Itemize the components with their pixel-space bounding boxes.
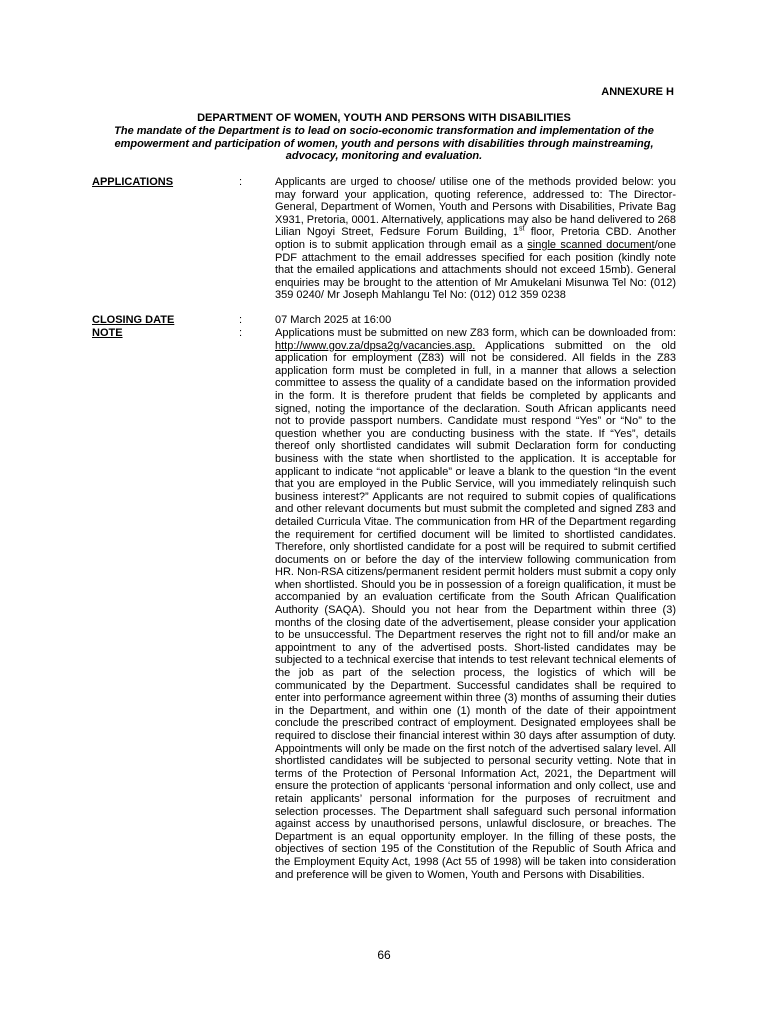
z83-download-link[interactable]: http://www.gov.za/dpsa2g/vacancies.asp.	[275, 339, 476, 352]
note-section	[92, 327, 676, 881]
floor-ordinal-superscript: st	[519, 225, 525, 233]
mandate-statement: The mandate of the Department is to lead on socio-economic transformation and implementation of the empowerment and participation of women, youth and persons with disabilities through mainstreaming, advocacy, monitoring and evaluation.	[114, 125, 654, 162]
page-number: 66	[377, 948, 391, 962]
note-text-part2: Applications submitted on the old application for employment (Z83) will not be considered. All fields in the Z83 application form must be completed in full, in a manner that allows a selection committee to assess the quality of a candidate based on the information provided in the form. It is therefore prudent that fields be completed by applicants and signed, noting the importance of the declaration. South African applicants need not to provide passport numbers. Candidate must respond “Yes” or “No” to the question whether you are conducting business with the state. If “Yes”, details thereof only shortlisted candidates will submit Declaration form for conducting business with the state when shortlisted to the application. It is acceptable for applicant to indicate “not applicable” or leave a blank to the question “In the event that you are employed in the Public Service, will you immediately relinquish such business interest?” Applicants are not required to submit copies of qualifications and other relevant documents but must submit the completed and signed Z83 and detailed Curricula Vitae. The communication from HR of the Department regarding the requirement for certified document will be limited to shortlisted candidates. Therefore, only shortlisted candidate for a post will be required to submit certified documents on or before the day of the interview following communication from HR. Non-RSA citizens/permanent resident permit holders must submit a copy only when shortlisted. Should you be in possession of a foreign qualification, it must be accompanied by an evaluation certificate from the South African Qualification Authority (SAQA). Should you not hear from the Department within three (3) months of the closing date of the advertisement, please consider your application to be unsuccessful. The Department reserves the right not to fill and/or make an appointment to any of the advertised posts. Short-listed candidates may be subjected to a technical exercise that intends to test relevant technical elements of the job as part of the selection process, the logistics of which will be communicated by the Department. Successful candidates shall be required to enter into performance agreement within three (3) months of assuming their duties in the Department, and within one (1) month of the date of their appointment conclude the prescribed contract of employment. Designated employees shall be required to disclose their financial interest within 30 days after assumption of duty. Appointments will only be made on the first notch of the advertised salary level. All shortlisted candidates will be subjected to personal security vetting. Note that in terms of the Protection of Personal Information Act, 2021, the Department will ensure the protection of applicants ‘personal information and only collect, use and retain applicants’ personal information for the purposes of recruitment and selection processes. The Department shall safeguard such personal information against access by unauthorised persons, unlawful disclosure, or breaches. The Department is an equal opportunity employer. In the filling of these posts, the objectives of section 195 of the Constitution of the Republic of South Africa and the Employment Equity Act, 1998 (Act 55 of 1998) will be taken into consideration and preference will be given to Women, Youth and Persons with Disabilities.	[275, 339, 676, 881]
applications-text	[275, 176, 676, 302]
closing-date-value: 07 March 2025 at 16:00	[275, 314, 392, 326]
applications-text-part2: floor, Pretoria CBD. Another option is to submit application through email as a	[275, 226, 676, 251]
department-title: DEPARTMENT OF WOMEN, YOUTH AND PERSONS WITH DISABILITIES	[197, 112, 571, 124]
applications-label: APPLICATIONS	[92, 176, 174, 188]
applications-colon: :	[239, 176, 243, 188]
applications-text-part1: Applicants are urged to choose/ utilise one of the methods provided below: you may forward your application, quoting reference, addressed to: The Director-General, Department of Women, Youth and Persons with Disabilities, Private Bag X931, Pretoria, 0001. Alternatively, applications may also be hand delivered to 268 Lilian Ngoyi Street, Fedsure Forum Building, 1	[275, 176, 676, 239]
note-label: NOTE	[92, 327, 123, 339]
closing-date-section	[92, 314, 676, 327]
closing-date-colon: :	[239, 314, 243, 326]
closing-date-label: CLOSING DATE	[92, 314, 175, 326]
annexure-label: ANNEXURE H	[601, 86, 674, 98]
note-colon: :	[239, 327, 243, 339]
applications-text-part3: /one PDF attachment to the email addresses specified for each position (kindly note that the emailed applications and attachments should not exceed 15mb). General enquiries may be brought to the attention of Mr Amukelani Misunwa Tel No: (012) 359 0240/ Mr Joseph Mahlangu Tel No: (012) 012 359 0238	[275, 238, 676, 302]
single-scanned-document-emphasis: single scanned document	[527, 238, 655, 251]
applications-section	[92, 176, 676, 302]
note-text-part1: Applications must be submitted on new Z83 form, which can be downloaded from:	[275, 327, 676, 339]
note-text	[275, 327, 676, 881]
